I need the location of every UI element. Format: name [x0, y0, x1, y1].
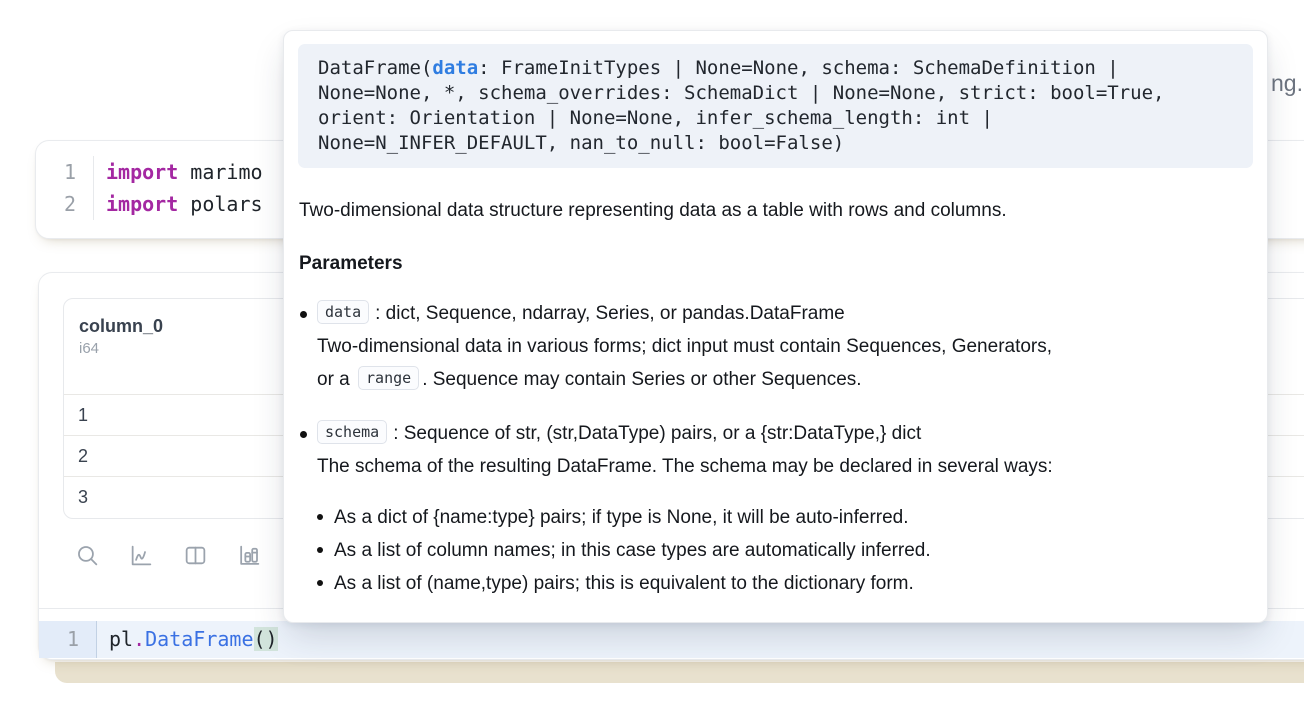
param-name-chip: schema	[317, 420, 387, 444]
inline-code-chip: range	[358, 366, 419, 390]
param-body-text: Two-dimensional data in various forms; dict input must contain Sequences, Generators, or a	[317, 336, 1053, 390]
chart-line-icon[interactable]	[129, 543, 154, 568]
operator-token: .	[133, 627, 146, 651]
param-desc: : Sequence of str, (str,DataType) pairs, or a {str:DataType,} dict	[393, 423, 922, 444]
code-text	[94, 188, 263, 220]
param-item-schema	[300, 418, 1253, 483]
column-dtype: i64	[79, 340, 100, 357]
chart-bars-icon[interactable]	[237, 543, 262, 568]
search-icon[interactable]	[75, 543, 100, 568]
keyword-token: import	[106, 160, 179, 184]
column-name: column_0	[79, 316, 164, 336]
plain-token: pl	[109, 627, 134, 651]
cell-value: 1	[78, 404, 89, 425]
split-panel-icon[interactable]	[183, 543, 208, 568]
function-token: DataFrame	[145, 627, 254, 651]
code-text	[94, 156, 263, 188]
param-name-chip: data	[317, 300, 369, 324]
bracket-match-highlight: ()	[253, 627, 278, 651]
schema-way-item: As a list of column names; in this case types are automatically inferred.	[317, 538, 1253, 563]
cell-value: 3	[78, 486, 89, 507]
markdown-text-fragment: ng.	[1271, 70, 1303, 96]
line-number: 1	[39, 621, 97, 658]
schema-ways-list	[298, 505, 1253, 596]
plain-token: marimo	[178, 160, 263, 184]
signature-block	[298, 44, 1253, 168]
param-item-data	[300, 298, 1253, 396]
param-body: The schema of the resulting DataFrame. The schema may be declared in several ways:	[317, 456, 1053, 477]
code-text	[97, 621, 278, 658]
table-toolbar	[75, 543, 262, 568]
parameters-list	[298, 298, 1253, 483]
line-number: 1	[36, 156, 94, 188]
cell-value: 2	[78, 445, 89, 466]
signature-rest: : FrameInitTypes | None=None, schema: SchemaDefinition | None=None, *, schema_overrides: SchemaDict | None=None, strict: bool=True, orient: Orientation | None=None, infer_schema_length: int | None=N_INFER_DEFAULT, nan_to_null: bool=False)	[318, 57, 1165, 154]
stale-console-strip	[55, 662, 1304, 683]
parameters-heading: Parameters	[299, 253, 403, 274]
highlighted-param: data	[432, 57, 479, 79]
schema-way-item: As a list of (name,type) pairs; this is equivalent to the dictionary form.	[317, 571, 1253, 596]
active-code-line[interactable]	[39, 621, 1304, 658]
docstring-summary: Two-dimensional data structure representing data as a table with rows and columns.	[299, 200, 1007, 221]
schema-way-item: As a dict of {name:type} pairs; if type is None, it will be auto-inferred.	[317, 505, 1253, 530]
param-desc: : dict, Sequence, ndarray, Series, or pandas.DataFrame	[375, 303, 845, 324]
docs-tooltip	[283, 30, 1268, 623]
param-body	[317, 330, 1057, 396]
param-body-text: . Sequence may contain Series or other Sequences.	[422, 369, 862, 390]
keyword-token: import	[106, 192, 179, 216]
line-number: 2	[36, 188, 94, 220]
plain-token: polars	[178, 192, 263, 216]
signature-prefix: DataFrame(	[318, 57, 433, 79]
